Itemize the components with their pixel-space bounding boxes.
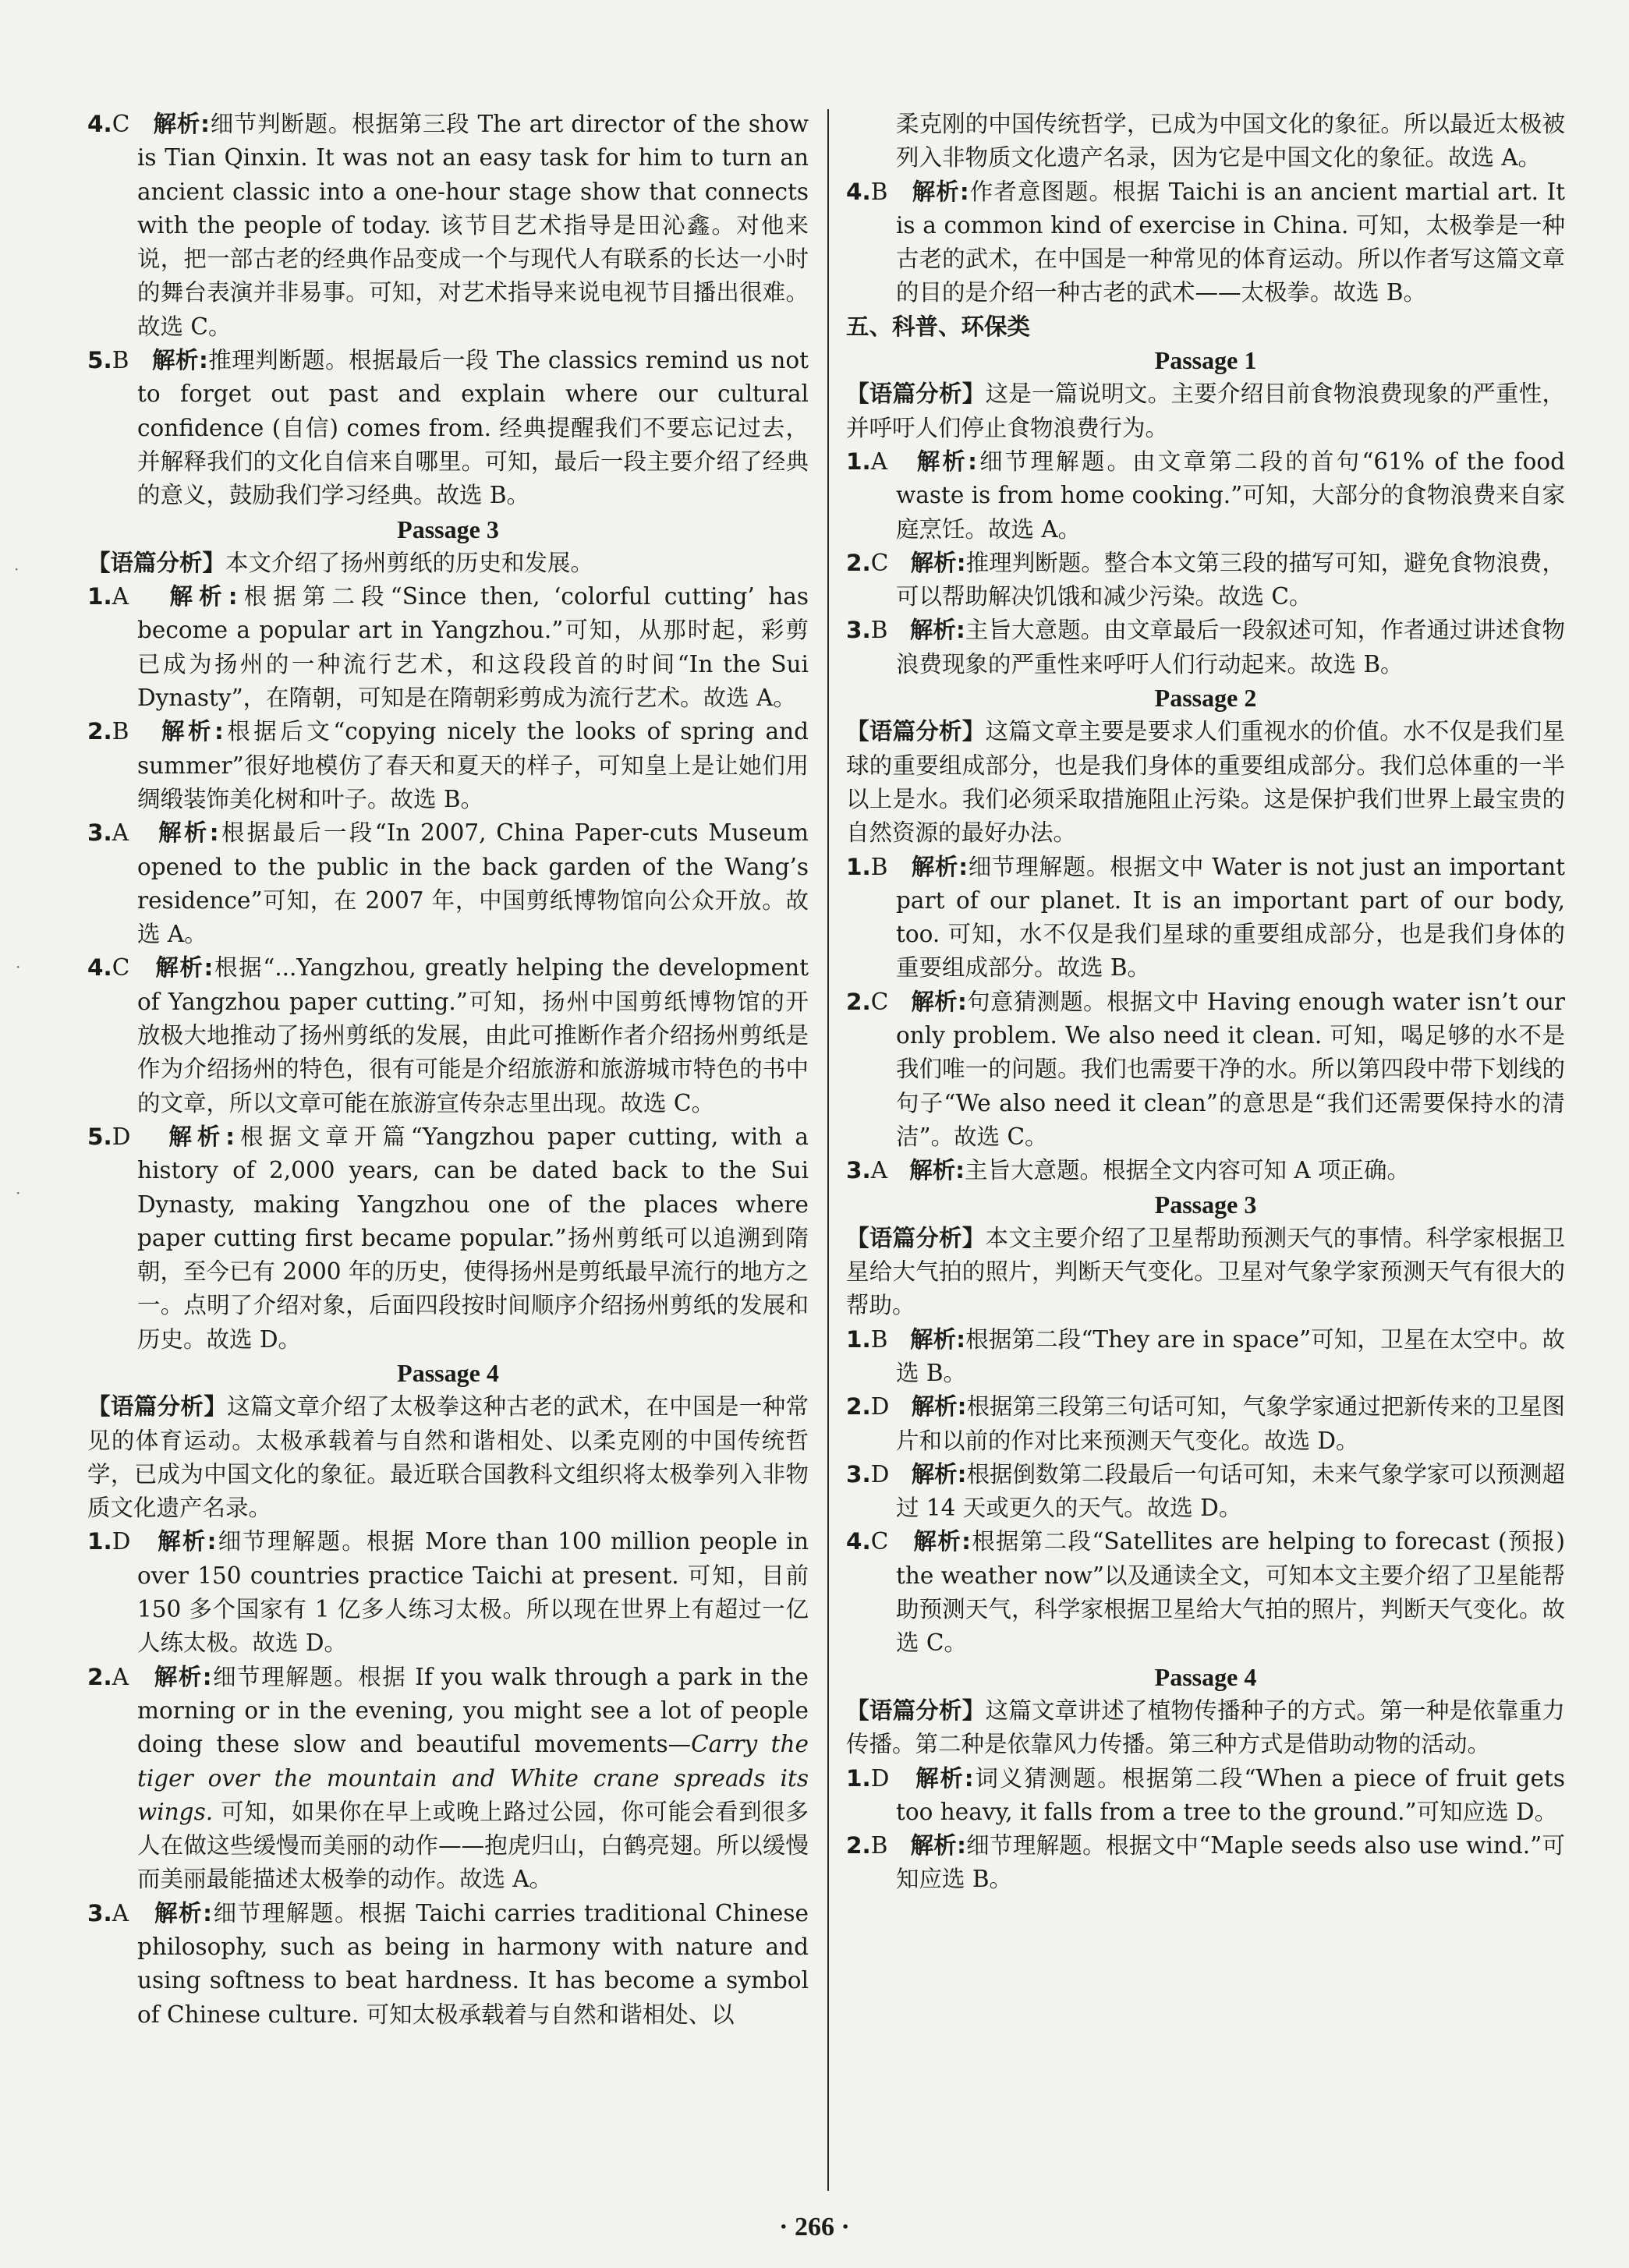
passage-analysis xyxy=(846,377,1565,445)
analysis-label: 解析: xyxy=(161,718,224,745)
analysis-label: 解析: xyxy=(915,1764,974,1792)
answer-text: 根据“...Yangzhou, greatly helping the development of Yangzhou paper cutting.”可知，扬州中国剪纸博物馆的开放极大地推动了扬州剪纸的发展，由此可推断作者介绍扬州剪纸是作为介绍扬州的特色，很有可能是介绍旅游和旅游城市特色的书中的文章，所以文章可能在旅游宣传杂志里出现。故选 C。 xyxy=(137,954,809,1116)
item-number: 3. xyxy=(846,1460,871,1488)
item-number: 2. xyxy=(846,1832,871,1859)
passage-analysis xyxy=(87,547,809,580)
answer-text: 词义猜测题。根据第二段“When a piece of fruit gets too heavy, it falls from a tree to the ground.”可知应选 D。 xyxy=(896,1764,1565,1825)
answer-text: 句意猜测题。根据文中 Having enough water isn’t our only problem. We also need it clean. 可知，喝足够的水不是我们唯一的问题。我们也需要干净的水。所以第四段中带下划线的句子“We also need it clean”的意思是“我们还需要保持水的清洁”。故选 C。 xyxy=(896,988,1565,1150)
answer-text: 根据第二段“They are in space”可知，卫星在太空中。故选 B。 xyxy=(896,1325,1566,1386)
answer-letter: D xyxy=(870,1460,890,1488)
left-column xyxy=(87,108,809,2032)
answer-item xyxy=(87,1120,809,1357)
answer-letter: A xyxy=(870,1157,888,1184)
answer-text: 根据后文“copying nicely the looks of spring and summer”很好地模仿了春天和夏天的样子，可知皇上是让她们用绸缎装饰美化树和叶子。故选 B。 xyxy=(137,718,809,812)
item-number: 5. xyxy=(87,1123,112,1150)
analysis-label: 解析: xyxy=(911,1393,967,1421)
answer-text: 柔克刚的中国传统哲学，已成为中国文化的象征。所以最近太极被列入非物质文化遗产名录，因为它是中国文化的象征。故选 A。 xyxy=(896,111,1565,172)
passage-title: Passage 1 xyxy=(1154,346,1257,375)
passage-title: Passage 4 xyxy=(1154,1662,1257,1691)
answer-letter: D xyxy=(112,1123,131,1150)
analysis-label: 解析: xyxy=(910,1832,966,1859)
answer-letter: B xyxy=(870,178,888,205)
answer-letter: B xyxy=(870,853,888,880)
item-number: 3. xyxy=(87,1899,112,1927)
item-number: 2. xyxy=(87,1663,112,1690)
answer-letter: B xyxy=(112,718,129,745)
analysis-label: 解析: xyxy=(913,1528,971,1555)
answer-letter: A xyxy=(112,583,129,610)
answer-text: 主旨大意题。由文章最后一段叙述可知，作者通过讲述食物浪费现象的严重性来呼吁人们行动起来。故选 B。 xyxy=(896,617,1565,678)
answer-letter: A xyxy=(870,448,888,475)
analysis-label: 解析: xyxy=(158,819,219,847)
answer-letter: A xyxy=(112,819,129,847)
analysis-label: 解析: xyxy=(152,347,208,374)
analysis-label: 解析: xyxy=(911,1460,967,1488)
answer-letter: B xyxy=(870,1325,888,1353)
analysis-heading: 【语篇分析】 xyxy=(846,1224,986,1251)
item-number: 1. xyxy=(846,1764,871,1792)
item-number: 2. xyxy=(846,549,871,576)
item-number: 4. xyxy=(87,111,112,137)
answer-text: 细节理解题。根据 Taichi carries traditional Chinese philosophy, such as being in harmony with nature and using softness to beat hardness. It has become a symbol of Chinese culture. 可知太极承载着与自然和谐相处、以 xyxy=(137,1899,809,2028)
column-divider xyxy=(827,109,829,2191)
answer-letter: D xyxy=(870,1764,890,1792)
passage-title: Passage 4 xyxy=(397,1358,499,1387)
analysis-label: 解析: xyxy=(911,988,967,1015)
analysis-label: 解析: xyxy=(911,853,969,880)
answer-item xyxy=(87,580,809,715)
passage-analysis xyxy=(846,1694,1565,1762)
item-number: 4. xyxy=(87,954,112,982)
analysis-text: 本文主要介绍了卫星帮助预测天气的事情。科学家根据卫星给大气拍的照片，判断天气变化。卫星对气象学家预测天气有很大的帮助。 xyxy=(846,1224,1565,1319)
answer-text: 根据第三段第三句话可知，气象学家通过把新传来的卫星图片和以前的作对比来预测天气变化。故选 D。 xyxy=(896,1393,1565,1454)
answer-letter: A xyxy=(112,1899,129,1927)
analysis-text: 本文介绍了扬州剪纸的历史和发展。 xyxy=(225,549,594,576)
answer-text: 细节理解题。根据文中“Maple seeds also use wind.”可知应选 B。 xyxy=(896,1832,1565,1893)
answer-item xyxy=(846,175,1565,310)
answer-item xyxy=(87,1661,809,1897)
analysis-heading: 【语篇分析】 xyxy=(87,549,226,576)
item-number: 1. xyxy=(846,448,871,475)
item-number: 3. xyxy=(846,617,871,644)
answer-letter: A xyxy=(112,1663,129,1690)
answer-text: 主旨大意题。根据全文内容可知 A 项正确。 xyxy=(965,1157,1411,1184)
analysis-label: 解析: xyxy=(912,178,969,205)
answer-letter: D xyxy=(112,1528,131,1555)
section-title: 五、科普、环保类 xyxy=(846,313,1031,340)
answer-text: 推理判断题。整合本文第三段的描写可知，避免食物浪费，可以帮助解决饥饿和减少污染。故选 C。 xyxy=(896,549,1565,610)
answer-letter: D xyxy=(870,1393,890,1421)
item-number: 1. xyxy=(87,1528,112,1555)
analysis-label: 解析: xyxy=(154,1899,212,1927)
answer-text: 细节理解题。根据 If you walk through a park in the morning or in the evening, you might see a lot of people doing these slow and beautiful movements— xyxy=(137,1663,809,1758)
item-number: 1. xyxy=(846,1325,871,1353)
answer-letter: C xyxy=(112,111,130,137)
scan-mark: · xyxy=(16,1184,21,1202)
answer-letter: C xyxy=(870,988,889,1015)
answer-letter: C xyxy=(112,954,130,982)
answer-text-italic: Carry the tiger over the mountain and White crane spreads its wings. xyxy=(137,1731,809,1825)
answer-text: 可知，如果你在早上或晚上路过公园，你可能会看到很多人在做这些缓慢而美丽的动作——抱虎归山，白鹤亮翅。所以缓慢而美丽最能描述太极拳的动作。故选 A。 xyxy=(137,1798,809,1893)
analysis-label: 解析: xyxy=(168,1123,235,1150)
answer-item xyxy=(87,816,809,951)
passage-title: Passage 2 xyxy=(1154,684,1257,713)
answer-item xyxy=(846,1458,1565,1526)
right-column xyxy=(846,108,1565,1897)
analysis-label: 解析: xyxy=(169,583,238,610)
answer-item xyxy=(87,1525,809,1660)
scan-mark: · xyxy=(14,560,19,578)
answer-letter: B xyxy=(870,1832,888,1859)
answer-letter: B xyxy=(112,347,129,374)
analysis-label: 解析: xyxy=(154,1663,212,1690)
passage-analysis xyxy=(846,1222,1565,1323)
answer-letter: C xyxy=(870,549,889,576)
passage-analysis xyxy=(87,1390,809,1525)
page-number: · 266 · xyxy=(779,2213,850,2241)
answer-item xyxy=(846,985,1565,1154)
answer-item xyxy=(846,614,1565,681)
analysis-heading: 【语篇分析】 xyxy=(846,718,986,745)
analysis-text: 这篇文章主要是要求人们重视水的价值。水不仅是我们星球的重要组成部分，也是我们身体的重要组成部分。我们总体重的一半以上是水。我们必须采取措施阻止污染。这是保护我们世界上最宝贵的自然资源的最好办法。 xyxy=(846,718,1565,847)
answer-item xyxy=(87,951,809,1120)
item-number: 4. xyxy=(846,178,871,205)
answer-text: 细节理解题。由文章第二段的首句“61% of the food waste is from home cooking.”可知，大部分的食物浪费来自家庭烹饪。故选 A。 xyxy=(896,448,1565,543)
analysis-heading: 【语篇分析】 xyxy=(846,1697,986,1724)
item-number: 2. xyxy=(846,1393,871,1421)
answer-text: 细节理解题。根据 More than 100 million people in over 150 countries practice Taichi at present. 可知，目前 150 多个国家有 1 亿多人练习太极。所以现在世界上有超过一亿人练太极。故选 D。 xyxy=(137,1528,809,1657)
answer-text: 作者意图题。根据 Taichi is an ancient martial art. It is a common kind of exercise in China. 可知，太极拳是一种古老的武术，在中国是一种常见的体育运动。所以作者写这篇文章的目的是介绍一种古老的武术——太极拳。故选 B。 xyxy=(896,178,1565,306)
answer-text: 细节理解题。根据文中 Water is not just an important part of our planet. It is an important part of our body, too. 可知，水不仅是我们星球的重要组成部分，也是我们身体的重要组成部分。故选 B。 xyxy=(896,853,1565,982)
item-number: 1. xyxy=(87,583,112,610)
analysis-label: 解析: xyxy=(916,448,977,475)
answer-text: 根据第二段“Satellites are helping to forecast (预报) the weather now”以及通读全文，可知本文主要介绍了卫星能帮助预测天气，科学家根据卫星给大气拍的照片，判断天气变化。故选 C。 xyxy=(896,1528,1565,1657)
answer-item xyxy=(846,1323,1565,1391)
answer-text: 根据最后一段“In 2007, China Paper-cuts Museum opened to the public in the back garden of the Wang’s residence”可知，在 2007 年，中国剪纸博物馆向公众开放。故选 A。 xyxy=(137,819,809,948)
continued-text xyxy=(846,108,1565,175)
answer-item xyxy=(846,1525,1565,1660)
answer-item xyxy=(846,851,1565,985)
analysis-text: 这篇文章讲述了植物传播种子的方式。第一种是依靠重力传播。第二种是依靠风力传播。第三种方式是借助动物的活动。 xyxy=(846,1697,1565,1758)
analysis-label: 解析: xyxy=(909,1325,966,1353)
item-number: 3. xyxy=(846,1157,871,1184)
analysis-text: 这是一篇说明文。主要介绍目前食物浪费现象的严重性，并呼吁人们停止食物浪费行为。 xyxy=(846,380,1565,441)
answer-item xyxy=(87,344,809,512)
answer-text: 根据第二段“Since then, ‘colorful cutting’ has become a popular art in Yangzhou.”可知，从那时起，彩剪已成为扬州的一种流行艺术，和这段段首的时间“In the Sui Dynasty”，在隋朝，可知是在隋朝彩剪成为流行艺术。故选 A。 xyxy=(137,583,809,712)
analysis-label: 解析: xyxy=(155,954,214,982)
passage-title: Passage 3 xyxy=(397,515,499,543)
answer-item xyxy=(846,445,1565,547)
scan-mark: · xyxy=(16,957,21,976)
answer-text: 根据倒数第二段最后一句话可知，未来气象学家可以预测超过 14 天或更久的天气。故选 D。 xyxy=(896,1460,1565,1522)
analysis-heading: 【语篇分析】 xyxy=(846,380,986,408)
answer-text: 根据文章开篇“Yangzhou paper cutting, with a history of 2,000 years, can be dated back to the Sui Dynasty, making Yangzhou one of the places where paper cutting first became popular.”扬州剪纸可以追溯到隋朝，至今已有 2000 年的历史，使得扬州是剪纸最早流行的地方之一。点明了介绍对象，后面四段按时间顺序介绍扬州剪纸的发展和历史。故选 D。 xyxy=(137,1123,809,1353)
analysis-text: 这篇文章介绍了太极拳这种古老的武术，在中国是一种常见的体育运动。太极承载着与自然和谐相处、以柔克刚的中国传统哲学，已成为中国文化的象征。最近联合国教科文组织将太极拳列入非物质文化遗产名录。 xyxy=(87,1393,809,1522)
answer-letter: C xyxy=(870,1528,889,1555)
answer-letter: B xyxy=(870,617,888,644)
answer-item xyxy=(846,1390,1565,1458)
item-number: 4. xyxy=(846,1528,871,1555)
answer-item xyxy=(846,1154,1565,1187)
analysis-label: 解析: xyxy=(909,617,965,644)
item-number: 1. xyxy=(846,853,871,880)
analysis-heading: 【语篇分析】 xyxy=(87,1393,228,1421)
analysis-label: 解析: xyxy=(910,549,966,576)
passage-analysis xyxy=(846,715,1565,850)
item-number: 2. xyxy=(87,718,112,745)
answer-text: 细节判断题。根据第三段 The art director of the show is Tian Qinxin. It was not an easy task for him to turn an ancient classic into a one-hour stage show that connects with the people of today. 该节目艺术指导是田沁鑫。对他来说，把一部古老的经典作品变成一个与现代人有联系的长达一小时的舞台表演并非易事。可知，对艺术指导来说电视节目播出很难。故选 C。 xyxy=(137,111,809,340)
item-number: 3. xyxy=(87,819,112,847)
answer-item xyxy=(87,108,809,344)
analysis-label: 解析: xyxy=(909,1157,965,1184)
analysis-label: 解析: xyxy=(158,1528,217,1555)
analysis-label: 解析: xyxy=(153,111,210,137)
passage-title: Passage 3 xyxy=(1154,1190,1257,1219)
answer-item xyxy=(846,547,1565,614)
answer-item xyxy=(87,715,809,816)
answer-item xyxy=(846,1829,1565,1897)
item-number: 2. xyxy=(846,988,871,1015)
item-number: 5. xyxy=(87,347,112,374)
answer-item xyxy=(87,1897,809,2032)
answer-text: 推理判断题。根据最后一段 The classics remind us not to forget out past and explain where our cultural confidence (自信) comes from. 经典提醒我们不要忘记过去，并解释我们的文化自信来自哪里。可知，最后一段主要介绍了经典的意义，鼓励我们学习经典。故选 B。 xyxy=(137,347,809,509)
answer-item xyxy=(846,1762,1565,1830)
